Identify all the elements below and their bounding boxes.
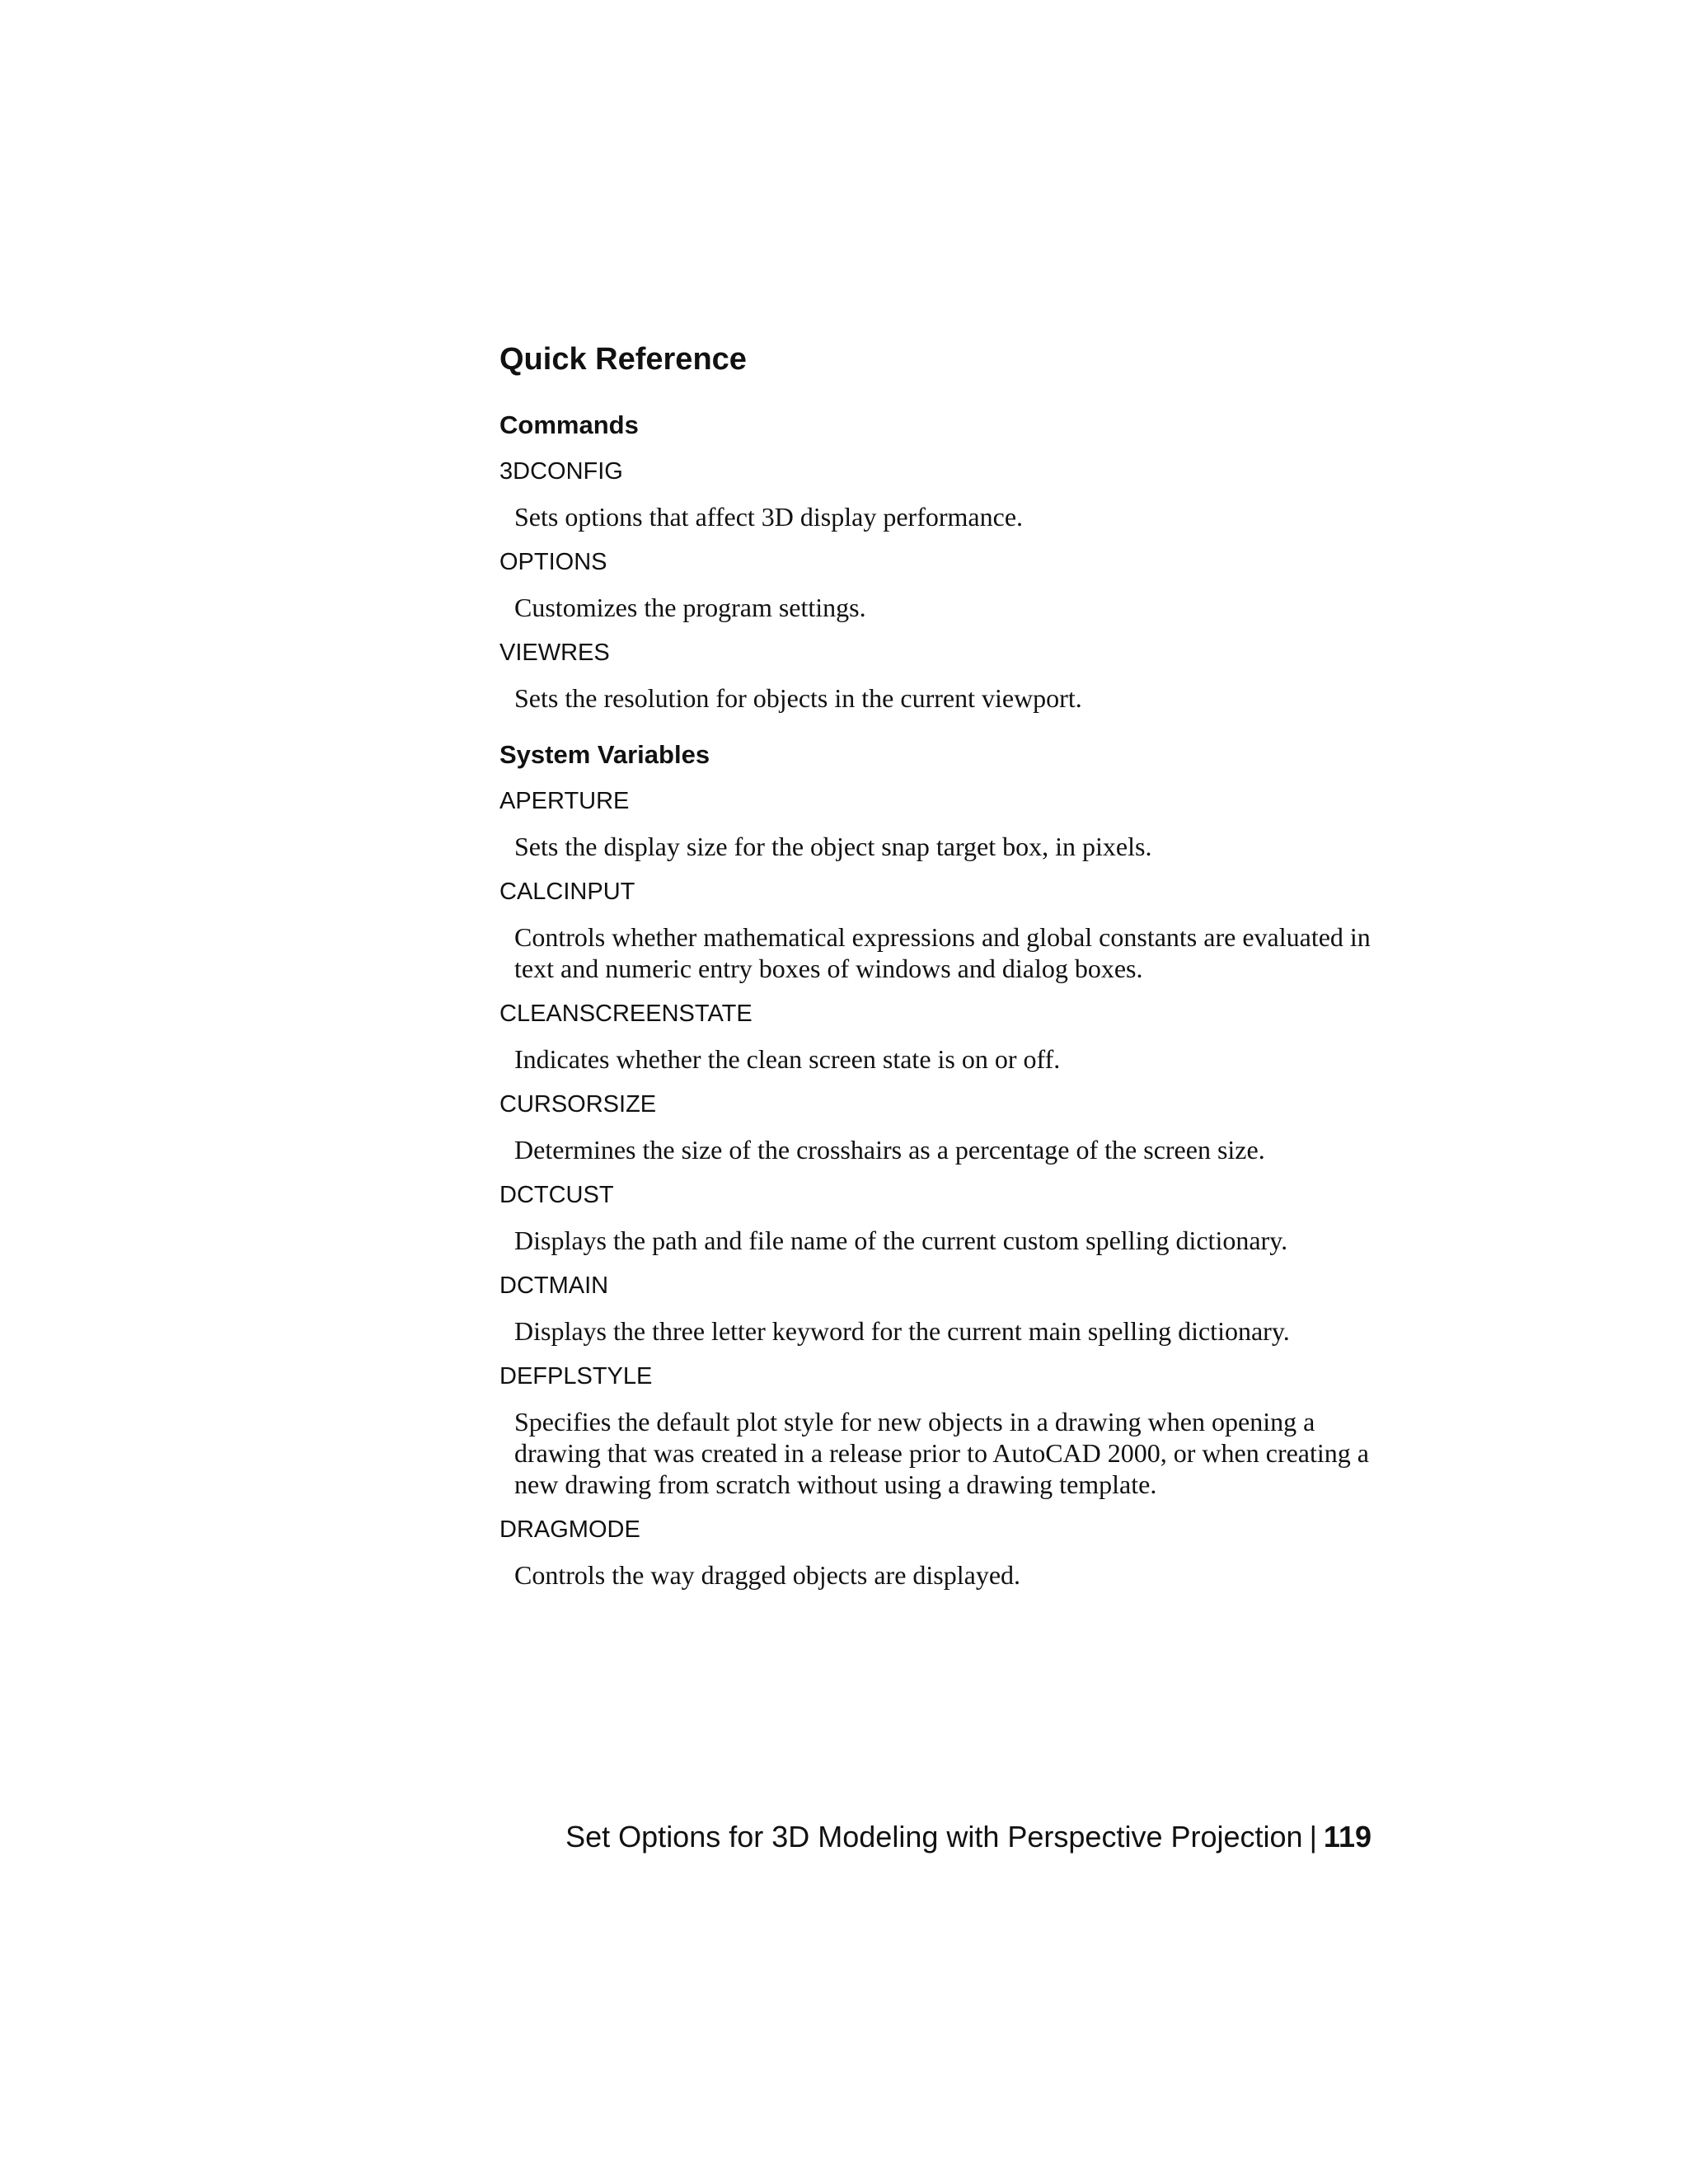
command-description: Sets options that affect 3D display performance. xyxy=(514,502,1024,532)
variable-description: Determines the size of the crosshairs as a percentage of the screen size. xyxy=(514,1135,1265,1165)
variable-entry xyxy=(499,783,1390,862)
variable-name: DCTCUST xyxy=(499,1182,614,1208)
chapter-title: Set Options for 3D Modeling with Perspective Projection xyxy=(565,1820,1303,1854)
variable-name: DRAGMODE xyxy=(499,1516,640,1543)
variable-name: DCTMAIN xyxy=(499,1272,609,1299)
variable-name: CLEANSCREENSTATE xyxy=(499,1001,753,1027)
page-number: 119 xyxy=(1323,1820,1372,1854)
variable-entry xyxy=(499,1177,1390,1256)
variable-description: Displays the three letter keyword for the current main spelling dictionary. xyxy=(514,1316,1290,1346)
commands-list xyxy=(499,453,1390,714)
variable-entry xyxy=(499,1268,1390,1347)
system-variables-list xyxy=(499,783,1390,1591)
variable-description: Controls the way dragged objects are displayed. xyxy=(514,1560,1021,1590)
variable-description: Specifies the default plot style for new objects in a drawing when opening a drawing that was created in a release prior to AutoCAD 2000, or when creating a new drawing from scratch without using a drawing template. xyxy=(514,1407,1369,1499)
page-footer xyxy=(565,1816,1372,1858)
variable-description: Controls whether mathematical expressions and global constants are evaluated in text and numeric entry boxes of windows and dialog boxes. xyxy=(514,922,1371,983)
variable-description: Sets the display size for the object snap target box, in pixels. xyxy=(514,832,1152,861)
commands-heading: Commands xyxy=(499,410,639,439)
variable-entry xyxy=(499,996,1390,1075)
command-description: Sets the resolution for objects in the current viewport. xyxy=(514,683,1082,713)
variable-description: Indicates whether the clean screen state is on or off. xyxy=(514,1044,1061,1074)
command-entry xyxy=(499,635,1390,714)
command-name: 3DCONFIG xyxy=(499,458,623,485)
footer-separator: | xyxy=(1309,1820,1317,1854)
quick-reference-section xyxy=(499,336,1390,1602)
variable-description: Displays the path and file name of the current custom spelling dictionary. xyxy=(514,1226,1288,1255)
variable-entry xyxy=(499,874,1390,984)
command-name: OPTIONS xyxy=(499,549,607,575)
command-name: VIEWRES xyxy=(499,640,610,666)
command-entry xyxy=(499,544,1390,623)
command-entry xyxy=(499,453,1390,532)
variable-entry xyxy=(499,1086,1390,1165)
variable-entry xyxy=(499,1358,1390,1500)
variable-name: APERTURE xyxy=(499,788,630,814)
variable-name: CALCINPUT xyxy=(499,879,635,905)
variable-name: DEFPLSTYLE xyxy=(499,1363,653,1390)
command-description: Customizes the program settings. xyxy=(514,593,866,622)
section-heading: Quick Reference xyxy=(499,342,747,377)
variable-entry xyxy=(499,1511,1390,1591)
variable-name: CURSORSIZE xyxy=(499,1091,657,1118)
system-variables-heading: System Variables xyxy=(499,740,710,769)
